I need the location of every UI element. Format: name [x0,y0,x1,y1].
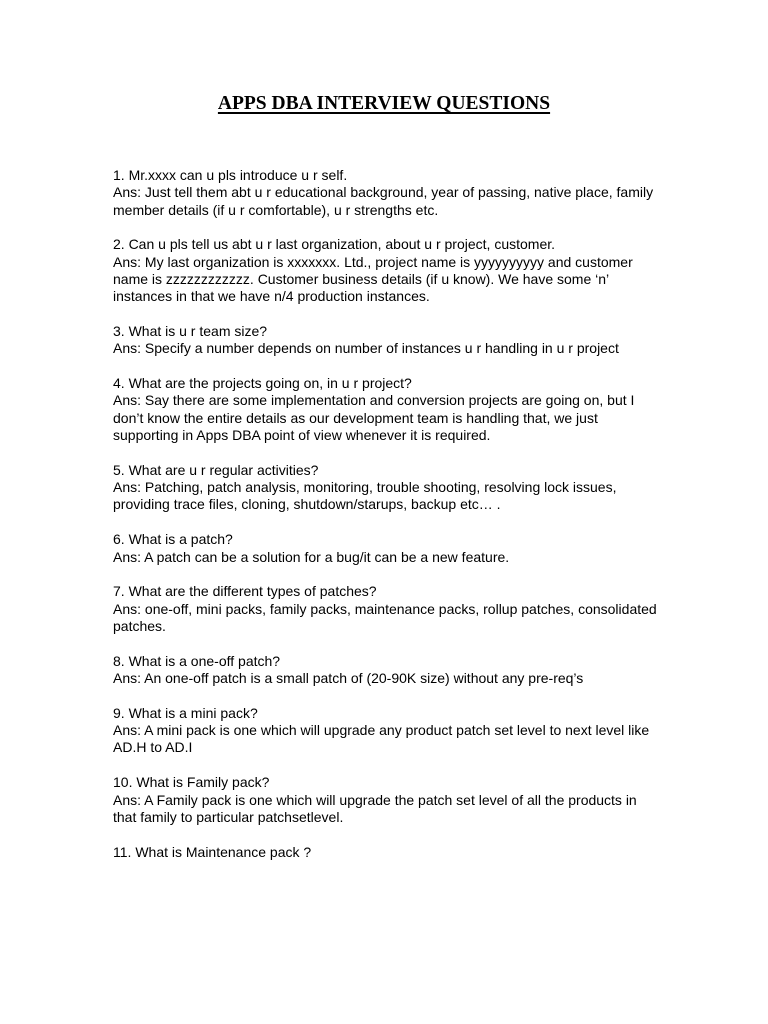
question-4: 4. What are the projects going on, in u r project? [113,375,412,392]
answer-7: Ans: one-off, mini packs, family packs, maintenance packs, rollup patches, consolidated patches. [113,600,661,634]
question-5: 5. What are u r regular activities? [113,461,319,478]
answer-5: Ans: Patching, patch analysis, monitoring, trouble shooting, resolving lock issues, providing trace files, cloning, shutdown/starups, backup etc… . [113,479,621,513]
answer-8: Ans: An one-off patch is a small patch of (20-90K size) without any pre-req’s [113,670,584,687]
question-10: 10. What is Family pack? [113,774,270,791]
question-8: 8. What is a one-off patch? [113,652,281,669]
question-3: 3. What is u r team size? [113,323,268,340]
answer-4: Ans: Say there are some implementation and conversion projects are going on, but I don’t know the entire details as our development team is handling that, we just supporting in Apps DBA point of view whenever it is required. [113,392,639,444]
answer-10: Ans: A Family pack is one which will upgrade the patch set level of all the products in that family to particular patchsetlevel. [113,791,641,825]
question-7: 7. What are the different types of patches? [113,583,377,600]
qa-item-5 [113,462,658,514]
qa-item-2 [113,236,658,305]
answer-6: Ans: A patch can be a solution for a bug/it can be a new feature. [113,548,510,565]
qa-item-4 [113,375,658,444]
qa-item-9 [113,705,658,757]
qa-item-1 [113,167,658,219]
question-6: 6. What is a patch? [113,531,233,548]
answer-9: Ans: A mini pack is one which will upgrade any product patch set level to next level like AD.H to AD.I [113,722,653,756]
qa-item-11 [113,844,658,861]
question-2: 2. Can u pls tell us abt u r last organization, about u r project, customer. [113,236,556,253]
answer-3: Ans: Specify a number depends on number of instances u r handling in u r project [113,340,619,357]
document-title [0,92,768,116]
qa-item-6 [113,531,658,566]
answer-1: Ans: Just tell them abt u r educational background, year of passing, native place, family member details (if u r comfortable), u r strengths etc. [113,184,657,218]
question-9: 9. What is a mini pack? [113,704,258,721]
qa-item-7 [113,583,661,635]
qa-item-10 [113,774,658,826]
qa-item-3 [113,323,658,358]
question-11: 11. What is Maintenance pack ? [113,843,312,860]
qa-list [113,167,661,878]
answer-2: Ans: My last organization is xxxxxxx. Ltd., project name is yyyyyyyyyy and customer name is zzzzzzzzzzzz. Customer business details (if u know). We have some ‘n’ instances in that we have n/4 production instances. [113,253,637,305]
question-1: 1. Mr.xxxx can u pls introduce u r self. [113,167,348,183]
document-title-text: APPS DBA INTERVIEW QUESTIONS [217,93,551,114]
qa-item-8 [113,653,658,688]
